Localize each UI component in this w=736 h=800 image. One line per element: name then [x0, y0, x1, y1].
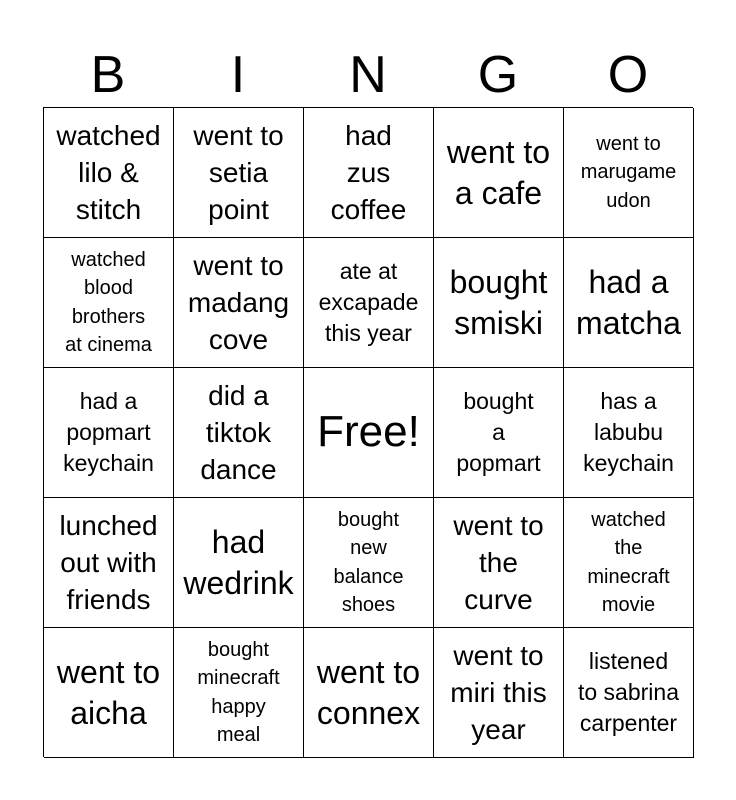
bingo-cell[interactable]: [174, 498, 304, 628]
cell-text: had wedrink: [183, 523, 294, 601]
bingo-cell[interactable]: [174, 368, 304, 498]
bingo-cell[interactable]: [174, 238, 304, 368]
bingo-cell[interactable]: [304, 108, 434, 238]
bingo-cell[interactable]: [564, 368, 694, 498]
bingo-cell[interactable]: [434, 498, 564, 628]
bingo-cell[interactable]: [564, 498, 694, 628]
bingo-cell[interactable]: [434, 368, 564, 498]
cell-text: had a matcha: [576, 263, 681, 341]
cell-text: went to setia point: [193, 119, 284, 226]
cell-text: has a labubu keychain: [583, 387, 674, 477]
header-letter-b: B: [90, 46, 126, 104]
cell-text: went to connex: [316, 653, 421, 731]
header-letter-i: I: [230, 46, 246, 104]
cell-text: bought new balance shoes: [333, 508, 404, 616]
free-space-cell[interactable]: [304, 368, 434, 498]
cell-text: bought smiski: [449, 263, 548, 341]
bingo-board: [43, 107, 693, 757]
bingo-cell[interactable]: [434, 108, 564, 238]
cell-text: went to the curve: [453, 509, 544, 616]
cell-text: went to aicha: [56, 653, 161, 731]
header-letter-n: N: [349, 46, 387, 104]
bingo-cell[interactable]: [434, 238, 564, 368]
cell-text: went to miri this year: [450, 639, 547, 746]
cell-text: bought minecraft happy meal: [197, 638, 280, 746]
bingo-cell[interactable]: [564, 108, 694, 238]
cell-text: went to a cafe: [446, 133, 551, 211]
header-letter-o: O: [607, 46, 649, 104]
bingo-cell[interactable]: [44, 628, 174, 758]
cell-text: watched blood brothers at cinema: [65, 248, 152, 356]
cell-text: had zus coffee: [330, 119, 407, 226]
bingo-cell[interactable]: [44, 368, 174, 498]
cell-text: ate at excapade this year: [318, 257, 419, 347]
cell-text: lunched out with friends: [59, 509, 158, 616]
bingo-cell[interactable]: [564, 238, 694, 368]
cell-text: did a tiktok dance: [200, 379, 277, 486]
bingo-cell[interactable]: [174, 108, 304, 238]
bingo-cell[interactable]: [44, 108, 174, 238]
cell-text: bought a popmart: [456, 387, 541, 477]
cell-text: listened to sabrina carpenter: [577, 647, 679, 737]
bingo-cell[interactable]: [174, 628, 304, 758]
bingo-header: [43, 44, 693, 106]
cell-text: had a popmart keychain: [63, 387, 154, 477]
free-space-text: Free!: [317, 407, 420, 457]
bingo-cell[interactable]: [434, 628, 564, 758]
bingo-cell[interactable]: [44, 498, 174, 628]
cell-text: went to madang cove: [187, 249, 290, 356]
bingo-cell[interactable]: [304, 238, 434, 368]
cell-text: watched the minecraft movie: [587, 508, 670, 616]
bingo-cell[interactable]: [304, 628, 434, 758]
cell-text: went to marugame udon: [580, 132, 677, 212]
bingo-cell[interactable]: [564, 628, 694, 758]
header-letter-g: G: [477, 46, 519, 104]
bingo-cell[interactable]: [304, 498, 434, 628]
cell-text: watched lilo & stitch: [56, 119, 161, 226]
bingo-cell[interactable]: [44, 238, 174, 368]
